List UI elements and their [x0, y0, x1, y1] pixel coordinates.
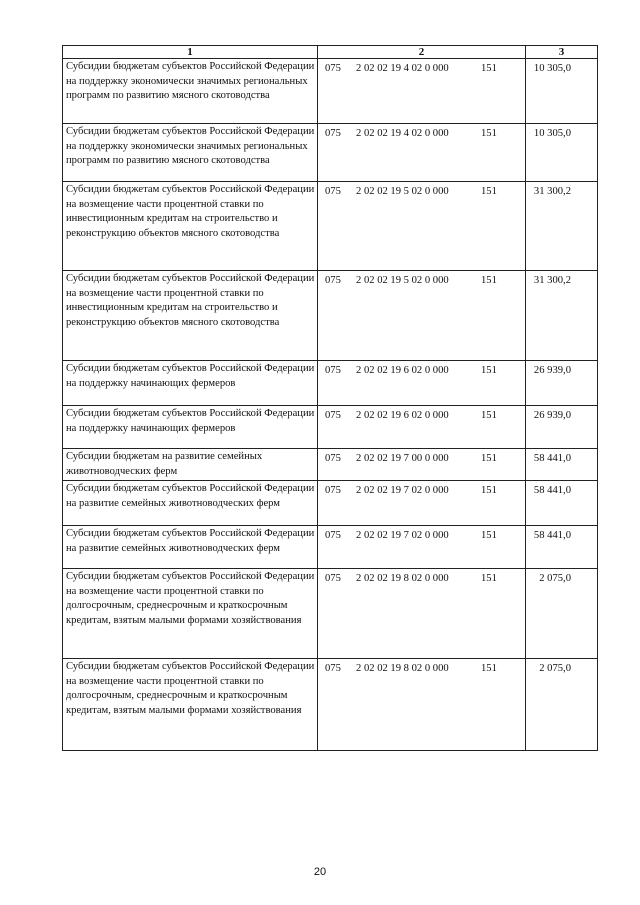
row-description: Субсидии бюджетам на развитие семейных животноводческих ферм [63, 449, 318, 481]
row-agency-code: 075 [325, 186, 341, 197]
row-kosgu-code: 151 [481, 365, 497, 376]
table-row [63, 449, 598, 481]
row-agency-code: 075 [325, 410, 341, 421]
row-description: Субсидии бюджетам субъектов Российской Федерации на поддержку начинающих фермеров [63, 406, 318, 449]
table-row [63, 481, 598, 526]
row-budget-code: 2 02 02 19 7 02 0 000 [356, 485, 449, 496]
row-kosgu-code: 151 [481, 63, 497, 74]
row-code-cell [318, 361, 526, 406]
row-amount: 10 305,0 [526, 124, 598, 182]
row-kosgu-code: 151 [481, 275, 497, 286]
row-budget-code: 2 02 02 19 7 00 0 000 [356, 453, 449, 464]
row-amount: 2 075,0 [526, 659, 598, 751]
row-kosgu-code: 151 [481, 573, 497, 584]
row-budget-code: 2 02 02 19 6 02 0 000 [356, 365, 449, 376]
header-row [63, 46, 598, 59]
row-agency-code: 075 [325, 485, 341, 496]
row-code-cell [318, 406, 526, 449]
row-budget-code: 2 02 02 19 4 02 0 000 [356, 128, 449, 139]
row-code-cell [318, 271, 526, 361]
row-description: Субсидии бюджетам субъектов Российской Федерации на возмещение части процентной ставки по инвестиционным кредитам на строительство и реконструкцию объектов мясного скотоводства [63, 182, 318, 271]
row-kosgu-code: 151 [481, 410, 497, 421]
row-code-cell [318, 182, 526, 271]
row-description: Субсидии бюджетам субъектов Российской Федерации на поддержку экономически значимых региональных программ по развитию мясного скотоводства [63, 59, 318, 124]
row-kosgu-code: 151 [481, 530, 497, 541]
row-code-cell [318, 569, 526, 659]
table-row [63, 406, 598, 449]
row-amount: 58 441,0 [526, 449, 598, 481]
table-row [63, 659, 598, 751]
header-col-2: 2 [318, 46, 526, 59]
budget-table [62, 45, 598, 751]
page-number: 20 [313, 866, 327, 878]
row-description: Субсидии бюджетам субъектов Российской Федерации на возмещение части процентной ставки по инвестиционным кредитам на строительство и реконструкцию объектов мясного скотоводства [63, 271, 318, 361]
row-budget-code: 2 02 02 19 7 02 0 000 [356, 530, 449, 541]
row-amount: 26 939,0 [526, 406, 598, 449]
row-agency-code: 075 [325, 530, 341, 541]
row-budget-code: 2 02 02 19 5 02 0 000 [356, 275, 449, 286]
row-description: Субсидии бюджетам субъектов Российской Федерации на развитие семейных животноводческих ферм [63, 526, 318, 569]
row-code-cell [318, 526, 526, 569]
table-row [63, 361, 598, 406]
row-amount: 31 300,2 [526, 182, 598, 271]
row-agency-code: 075 [325, 275, 341, 286]
row-amount: 58 441,0 [526, 481, 598, 526]
row-code-cell [318, 124, 526, 182]
row-amount: 10 305,0 [526, 59, 598, 124]
table-row [63, 124, 598, 182]
row-budget-code: 2 02 02 19 4 02 0 000 [356, 63, 449, 74]
row-description: Субсидии бюджетам субъектов Российской Федерации на развитие семейных животноводческих ферм [63, 481, 318, 526]
row-kosgu-code: 151 [481, 485, 497, 496]
table-row [63, 59, 598, 124]
row-agency-code: 075 [325, 128, 341, 139]
row-kosgu-code: 151 [481, 128, 497, 139]
header-col-3: 3 [526, 46, 598, 59]
table-row [63, 526, 598, 569]
row-amount: 31 300,2 [526, 271, 598, 361]
row-budget-code: 2 02 02 19 6 02 0 000 [356, 410, 449, 421]
row-code-cell [318, 59, 526, 124]
row-budget-code: 2 02 02 19 8 02 0 000 [356, 663, 449, 674]
row-code-cell [318, 659, 526, 751]
row-agency-code: 075 [325, 365, 341, 376]
header-col-1: 1 [63, 46, 318, 59]
row-code-cell [318, 449, 526, 481]
row-agency-code: 075 [325, 453, 341, 464]
row-amount: 26 939,0 [526, 361, 598, 406]
row-agency-code: 075 [325, 63, 341, 74]
row-kosgu-code: 151 [481, 663, 497, 674]
table-row [63, 569, 598, 659]
row-agency-code: 075 [325, 573, 341, 584]
row-agency-code: 075 [325, 663, 341, 674]
row-code-cell [318, 481, 526, 526]
row-amount: 58 441,0 [526, 526, 598, 569]
row-description: Субсидии бюджетам субъектов Российской Федерации на поддержку экономически значимых региональных программ по развитию мясного скотоводства [63, 124, 318, 182]
row-kosgu-code: 151 [481, 186, 497, 197]
row-description: Субсидии бюджетам субъектов Российской Федерации на поддержку начинающих фермеров [63, 361, 318, 406]
row-budget-code: 2 02 02 19 8 02 0 000 [356, 573, 449, 584]
row-amount: 2 075,0 [526, 569, 598, 659]
row-description: Субсидии бюджетам субъектов Российской Федерации на возмещение части процентной ставки по долгосрочным, среднесрочным и краткосрочным кредитам, взятым малыми формами хозяйствования [63, 659, 318, 751]
row-description: Субсидии бюджетам субъектов Российской Федерации на возмещение части процентной ставки по долгосрочным, среднесрочным и краткосрочным кредитам, взятым малыми формами хозяйствования [63, 569, 318, 659]
row-budget-code: 2 02 02 19 5 02 0 000 [356, 186, 449, 197]
table-row [63, 182, 598, 271]
table-row [63, 271, 598, 361]
row-kosgu-code: 151 [481, 453, 497, 464]
